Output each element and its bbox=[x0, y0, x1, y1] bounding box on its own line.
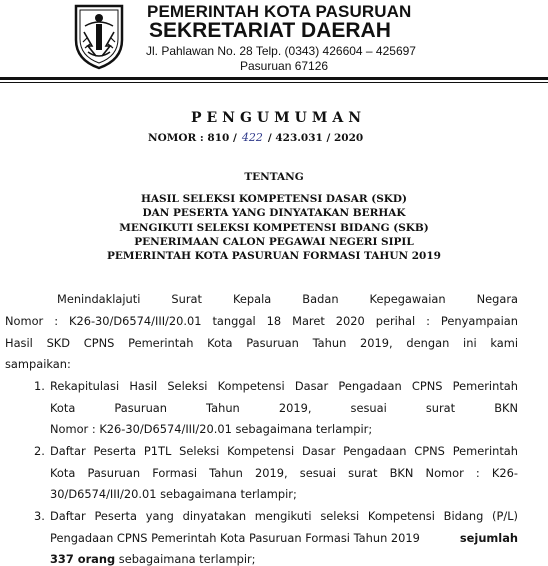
list-item-text: sebagaimana terlampir; bbox=[115, 552, 256, 566]
document-number-suffix: / 423.031 / 2020 bbox=[267, 132, 364, 144]
list-item-line: Daftar Peserta yang dinyatakan mengikuti seleksi Kompetensi Bidang (P/L) bbox=[50, 509, 518, 523]
intro-line: Menindaklajuti Surat Kepala Badan Kepegawaian Negara bbox=[57, 292, 518, 306]
letterhead-rule-thin bbox=[0, 82, 548, 83]
intro-line: sampaikan: bbox=[5, 357, 71, 371]
document-number bbox=[148, 131, 363, 144]
list-number: 3. bbox=[34, 509, 45, 523]
list-item-line: Kota Pasuruan Tahun 2019, sesuai surat BKN bbox=[50, 401, 518, 415]
list-item-line: Nomor : K26-30/D6574/III/20.01 sebagaimana terlampir; bbox=[50, 422, 373, 436]
city-crest-icon bbox=[70, 2, 128, 70]
list-item-line: Kota Pasuruan Formasi Tahun 2019, sesuai surat BKN Nomor : K26- bbox=[50, 466, 518, 480]
list-item-bold-text: sejumlah bbox=[459, 531, 518, 545]
document-title: PENGUMUMAN bbox=[190, 110, 367, 126]
list-item-line: 30/D6574/III/20.01 sebagaimana terlampir; bbox=[50, 487, 297, 501]
intro-line: Nomor : K26-30/D6574/III/20.01 tanggal 18 Maret 2020 perihal : Penyampaian bbox=[5, 314, 518, 328]
letterhead-office: SEKRETARIAT DAERAH bbox=[149, 19, 391, 42]
letterhead-address: Jl. Pahlawan No. 28 Telp. (0343) 426604 – 425697 bbox=[146, 44, 416, 58]
list-item-line: Daftar Peserta P1TL Seleksi Kompetensi Dasar Pengadaan CPNS Pemerintah bbox=[50, 444, 518, 458]
subject-heading: TENTANG bbox=[244, 171, 304, 183]
participant-count: 337 orang bbox=[50, 552, 116, 566]
subject-line: PENERIMAAN CALON PEGAWAI NEGERI SIPIL bbox=[134, 236, 414, 248]
list-item-text: Pengadaan CPNS Pemerintah Kota Pasuruan Formasi Tahun 2019 bbox=[50, 531, 420, 545]
list-item-line: Rekapitulasi Hasil Seleksi Kompetensi Dasar Pengadaan CPNS Pemerintah bbox=[50, 379, 518, 393]
document-number-prefix: NOMOR : 810 / bbox=[148, 132, 237, 144]
subject-line: DAN PESERTA YANG DINYATAKAN BERHAK bbox=[142, 207, 406, 219]
subject-line: MENGIKUTI SELEKSI KOMPETENSI BIDANG (SKB) bbox=[119, 222, 429, 234]
list-item-line bbox=[50, 552, 256, 566]
letterhead-city: Pasuruan 67126 bbox=[240, 59, 329, 73]
letterhead-rule-thick bbox=[0, 77, 548, 80]
subject-line: HASIL SELEKSI KOMPETENSI DASAR (SKD) bbox=[140, 193, 408, 205]
list-item-line bbox=[50, 531, 518, 545]
list-number: 1. bbox=[34, 379, 45, 393]
list-number: 2. bbox=[34, 444, 45, 458]
handwritten-number: 422 bbox=[241, 131, 263, 144]
letterhead-government: PEMERINTAH KOTA PASURUAN bbox=[147, 2, 412, 21]
intro-line: Hasil SKD CPNS Pemerintah Kota Pasuruan Tahun 2019, dengan ini kami bbox=[5, 336, 518, 350]
subject-line: PEMERINTAH KOTA PASURUAN FORMASI TAHUN 2019 bbox=[107, 250, 441, 262]
